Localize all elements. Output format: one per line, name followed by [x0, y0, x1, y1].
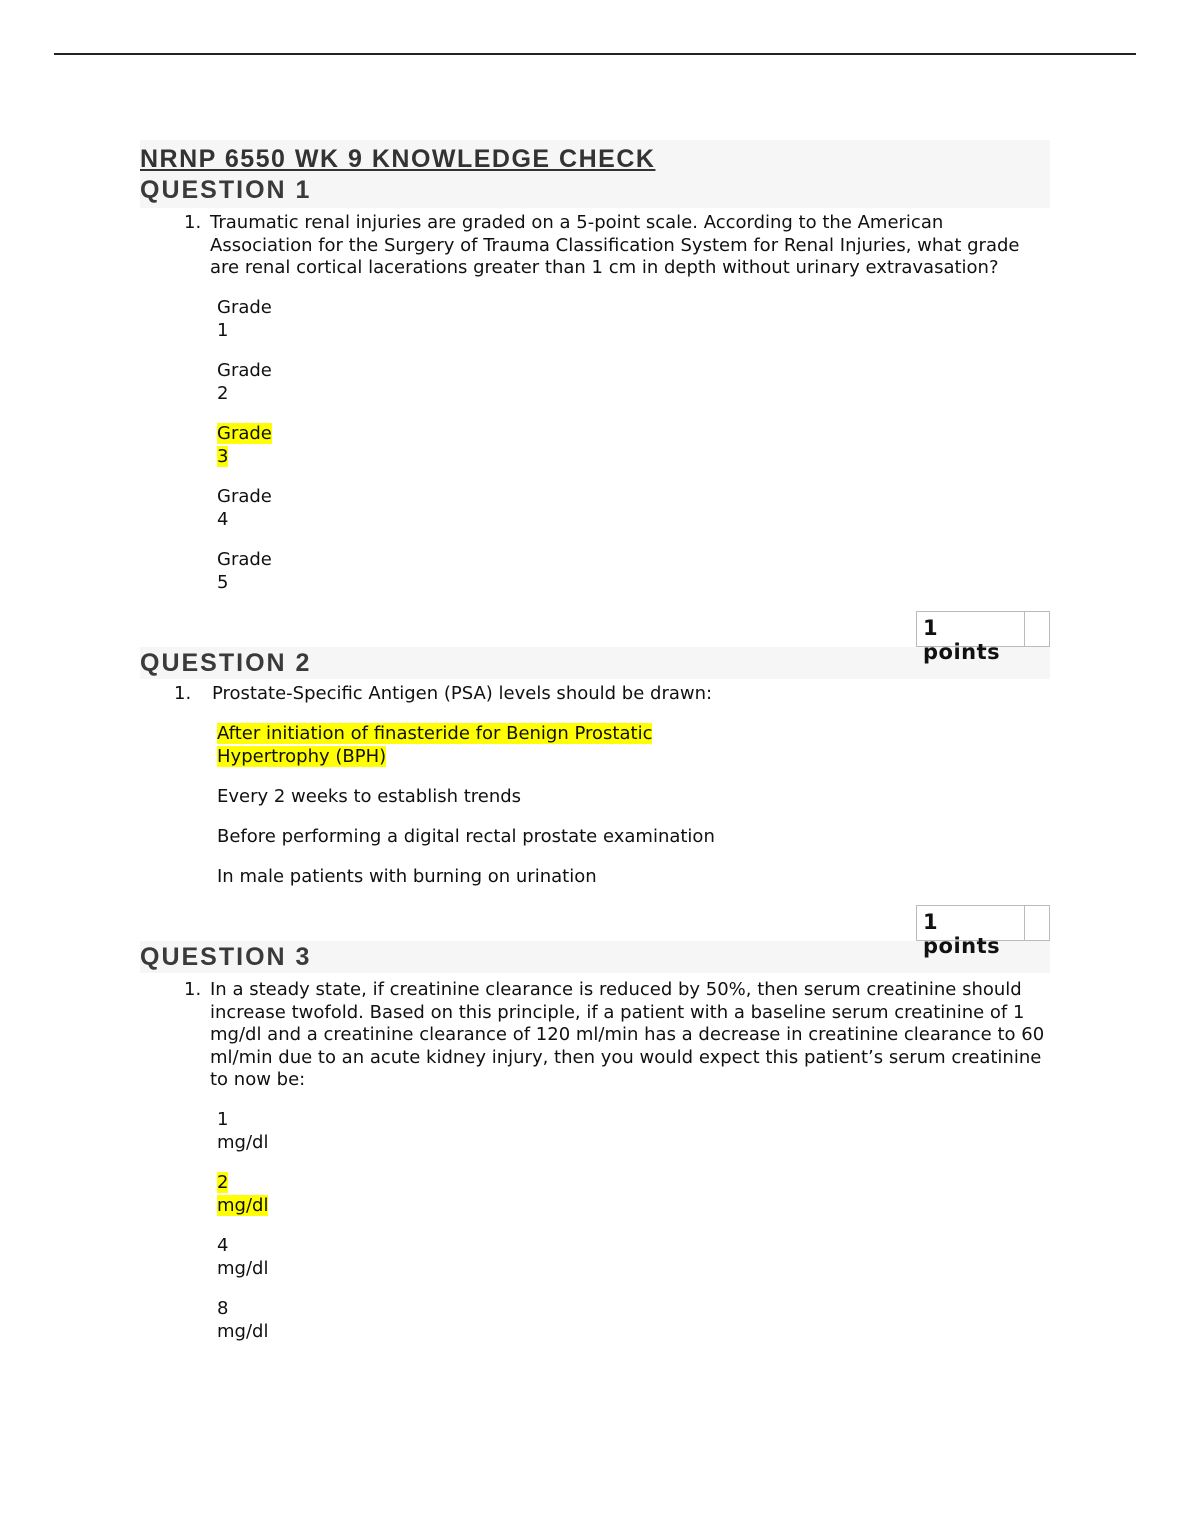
- question-2-number: 1.: [174, 682, 192, 704]
- highlighted-answer: Grade: [217, 422, 272, 444]
- answer-option[interactable]: Grade 4: [217, 485, 272, 530]
- answer-option[interactable]: 4 mg/dl: [217, 1234, 269, 1279]
- answer-option[interactable]: Grade 5: [217, 548, 272, 593]
- points-label: 1 points: [917, 906, 1025, 940]
- answer-option-selected[interactable]: [217, 722, 707, 768]
- question-1-text: [174, 212, 1050, 280]
- points-box: [916, 905, 1050, 958]
- answer-option[interactable]: 1 mg/dl: [217, 1108, 269, 1153]
- points-label: 1 points: [917, 612, 1025, 646]
- question-3-prompt: In a steady state, if creatinine clearance is reduced by 50%, then serum creatinine should increase twofold. Based on this principle, if a patient with a baseline serum creatinine of 1 mg/dl and a creatinine clearance of 120 ml/min has a decrease in creatinine clearance to 60 ml/min due to an acute kidney injury, then you would expect this patient’s serum creatinine to now be:: [210, 979, 1045, 1090]
- question-3-options: [217, 1108, 1050, 1343]
- question-2-band: [140, 647, 1050, 679]
- answer-option[interactable]: 8 mg/dl: [217, 1297, 269, 1342]
- title-band: [140, 140, 1050, 208]
- answer-option-selected[interactable]: 2 mg/dl: [217, 1171, 269, 1216]
- answer-option[interactable]: Before performing a digital rectal prostate examination: [217, 826, 715, 847]
- points-input[interactable]: [1025, 906, 1049, 940]
- answer-option[interactable]: In male patients with burning on urination: [217, 866, 597, 887]
- answer-option-selected[interactable]: Grade 3: [217, 422, 272, 467]
- question-2-prompt: Prostate-Specific Antigen (PSA) levels should be drawn:: [212, 682, 713, 704]
- highlighted-answer: After initiation of finasteride for Benign Prostatic Hypertrophy (BPH): [217, 723, 653, 767]
- points-box: [916, 611, 1050, 664]
- question-3-text: [174, 979, 1050, 1092]
- points-input[interactable]: [1025, 612, 1049, 646]
- question-1-options: [217, 296, 1050, 594]
- question-2-heading: QUESTION 2: [140, 648, 312, 677]
- document-body: [140, 140, 1050, 1360]
- answer-option[interactable]: Every 2 weeks to establish trends: [217, 786, 522, 807]
- document-title: NRNP 6550 WK 9 KNOWLEDGE CHECK: [140, 145, 656, 173]
- question-2-options: [217, 722, 1050, 888]
- question-3-band: [140, 941, 1050, 973]
- answer-option[interactable]: Grade 2: [217, 359, 272, 404]
- answer-option[interactable]: Grade 1: [217, 296, 272, 341]
- highlighted-answer: 2: [217, 1171, 229, 1193]
- question-3-heading: QUESTION 3: [140, 943, 312, 971]
- question-1-prompt: Traumatic renal injuries are graded on a 5-point scale. According to the American Association for the Surgery of Trauma Classification System for Renal Injuries, what grade are renal cortical lacerations greater than 1 cm in depth without urinary extravasation?: [210, 212, 1020, 278]
- top-rule: [54, 53, 1136, 55]
- question-1-number: 1.: [184, 212, 202, 233]
- question-1-heading: QUESTION 1: [140, 176, 312, 204]
- question-2-text: [174, 683, 1050, 706]
- question-3-number: 1.: [184, 979, 202, 1000]
